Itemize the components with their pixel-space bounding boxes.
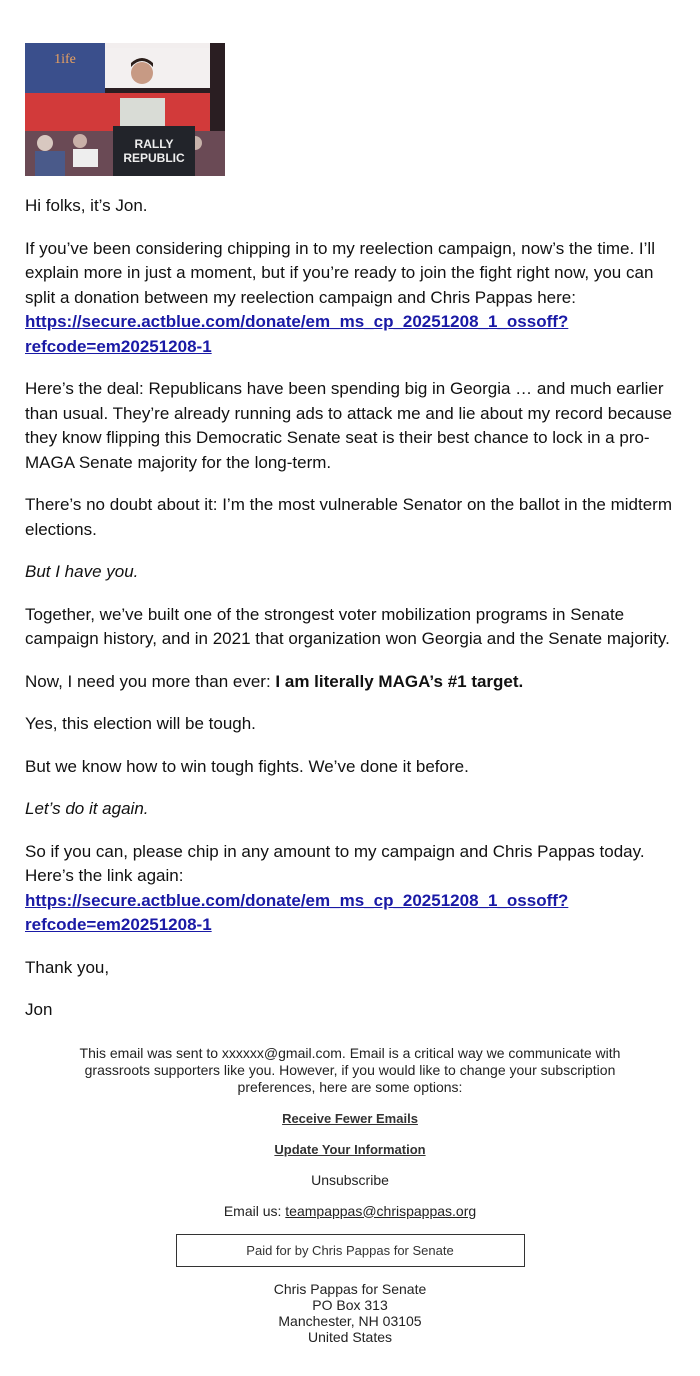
paragraph-text: If you’ve been considering chipping in to my reelection campaign, now’s the time. I’ll explain more in just a moment, but if you’re ready to join the fight right now, you can split a donation between my reelection campaign and Chris Pappas here: <box>25 238 655 307</box>
footer <box>70 1045 630 1345</box>
mailing-address <box>70 1281 630 1345</box>
podium-text-republic: REPUBLIC <box>123 151 185 165</box>
paragraph: Here’s the deal: Republicans have been spending big in Georgia … and much earlier than usual. They’re already running ads to attack me and lie about my record because they know flipping this Democratic Senate seat is their best chance to lock in a pro-MAGA Senate majority for the long-term. <box>25 379 673 472</box>
paragraph <box>25 560 675 585</box>
unsubscribe-link[interactable]: Unsubscribe <box>311 1171 389 1188</box>
paragraph: Together, we’ve built one of the strongest voter mobilization programs in Senate campaign history, and in 2021 that organization won Georgia and the Senate majority. <box>25 604 670 648</box>
paragraph-text: So if you can, please chip in any amount to my campaign and Chris Pappas today. Here’s the link again: <box>25 841 645 885</box>
footer-notice: This email was sent to xxxxxx@gmail.com. Email is a critical way we communicate with grassroots supporters like you. However, if you would like to change your subscription preferences, here are some options: <box>79 1044 621 1095</box>
address-line: PO Box 313 <box>312 1296 388 1313</box>
signature: Jon <box>25 1000 53 1019</box>
greeting: Hi folks, it’s Jon. <box>25 196 148 215</box>
contact-email-link[interactable]: teampappas@chrispappas.org <box>285 1202 477 1219</box>
paragraph-text: Now, I need you more than ever: <box>25 671 276 691</box>
paragraph: There’s no doubt about it: I’m the most vulnerable Senator on the ballot in the midterm elections. <box>25 495 672 539</box>
update-information-link[interactable]: Update Your Information <box>274 1141 426 1157</box>
donate-link[interactable]: https://secure.actblue.com/donate/em_ms_cp_20251208_1_ossoff?​refcode=em20251208-1 <box>25 312 569 356</box>
svg-text:1ife: 1ife <box>54 52 76 67</box>
address-line: Manchester, NH 03105 <box>278 1312 422 1329</box>
italic-text: Let’s do it again. <box>25 799 149 818</box>
italic-text: But I have you. <box>25 562 139 581</box>
paragraph <box>25 797 675 822</box>
paragraph <box>25 840 675 938</box>
paragraph: Yes, this election will be tough. <box>25 714 256 733</box>
paragraph <box>25 237 675 360</box>
address-line: United States <box>307 1328 393 1345</box>
paid-for-disclaimer: Paid for by Chris Pappas for Senate <box>176 1234 525 1267</box>
donate-link[interactable]: https://secure.actblue.com/donate/em_ms_cp_20251208_1_ossoff?​refcode=em20251208-1 <box>25 890 569 934</box>
hero-photo <box>25 43 225 176</box>
email-label: Email us: <box>223 1202 286 1219</box>
bold-text: I am literally MAGA’s #1 target. <box>275 671 524 691</box>
paragraph <box>25 670 675 695</box>
podium-text-rally: RALLY <box>134 137 174 151</box>
signoff: Thank you, <box>25 957 110 977</box>
paragraph: But we know how to win tough fights. We’ve done it before. <box>25 756 469 776</box>
receive-fewer-emails-link[interactable]: Receive Fewer Emails <box>282 1110 418 1126</box>
address-line: Chris Pappas for Senate <box>273 1280 427 1297</box>
email-body <box>25 194 675 1023</box>
email-us <box>70 1203 630 1220</box>
